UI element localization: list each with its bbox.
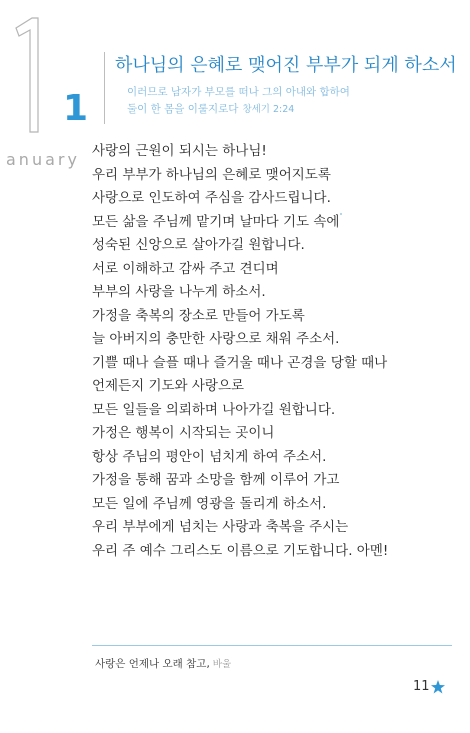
prayer-line: 우리 주 예수 그리스도 이름으로 기도합니다. 아멘! (92, 542, 389, 559)
prayer-line: 모든 삶을 주님께 맡기며 날마다 기도 속에 (92, 213, 340, 230)
day-number: 1 (63, 88, 89, 129)
month-name: anuary (6, 150, 80, 169)
prayer-body (92, 140, 452, 563)
verse-line-2 (127, 101, 350, 118)
prayer-line: 가정을 축복의 장소로 만들어 가도록 (92, 307, 305, 324)
prayer-line: 모든 일들을 의뢰하며 나아가길 원합니다. (92, 401, 336, 418)
prayer-line: 늘 아버지의 충만한 사랑으로 채워 주소서. (92, 331, 340, 347)
scripture-verse (127, 84, 350, 118)
verse-line-2-text: 둘이 한 몸을 이룰지로다 (127, 103, 239, 115)
prayer-line: 우리 부부에게 넘치는 사랑과 축복을 주시는 (92, 519, 349, 535)
footer-divider (92, 645, 452, 646)
prayer-line: 가정을 통해 꿈과 소망을 함께 이루어 가고 (92, 472, 340, 488)
footer-quote (95, 656, 231, 671)
page-number: 11 (413, 679, 430, 694)
month-numeral-outline (10, 14, 50, 139)
page-title: 하나님의 은혜로 맺어진 부부가 되게 하소서 (115, 55, 457, 76)
divider-vertical (104, 52, 105, 124)
prayer-line: 가정은 행복이 시작되는 곳이니 (92, 425, 275, 441)
star-icon (430, 679, 446, 695)
verse-line-1: 이러므로 남자가 부모를 떠나 그의 아내와 합하여 (127, 86, 350, 98)
prayer-line: 우리 부부가 하나님의 은혜로 맺어지도록 (92, 166, 331, 183)
decorative-dot (340, 213, 342, 215)
footer-quote-author: 바울 (212, 659, 232, 670)
prayer-line: 성숙된 신앙으로 살아가길 원합니다. (92, 237, 305, 253)
prayer-line: 기쁠 때나 슬플 때나 즐거울 때나 곤경을 당할 때나 (92, 354, 388, 371)
footer-quote-text: 사랑은 언제나 오래 참고, (95, 658, 210, 670)
prayer-line: 언제든지 기도와 사랑으로 (92, 378, 245, 394)
prayer-line: 사랑의 근원이 되시는 하나님! (92, 143, 267, 159)
prayer-line: 사랑으로 인도하여 주심을 감사드립니다. (92, 190, 331, 206)
prayer-line: 항상 주님의 평안이 넘치게 하여 주소서. (92, 448, 327, 465)
prayer-line: 서로 이해하고 감싸 주고 견디며 (92, 260, 279, 277)
verse-reference: 창세기 2:24 (242, 104, 295, 115)
prayer-line: 모든 일에 주님께 영광을 돌리게 하소서. (92, 495, 327, 512)
month-number-graphic (10, 14, 50, 139)
prayer-line: 부부의 사랑을 나누게 하소서. (92, 284, 266, 300)
